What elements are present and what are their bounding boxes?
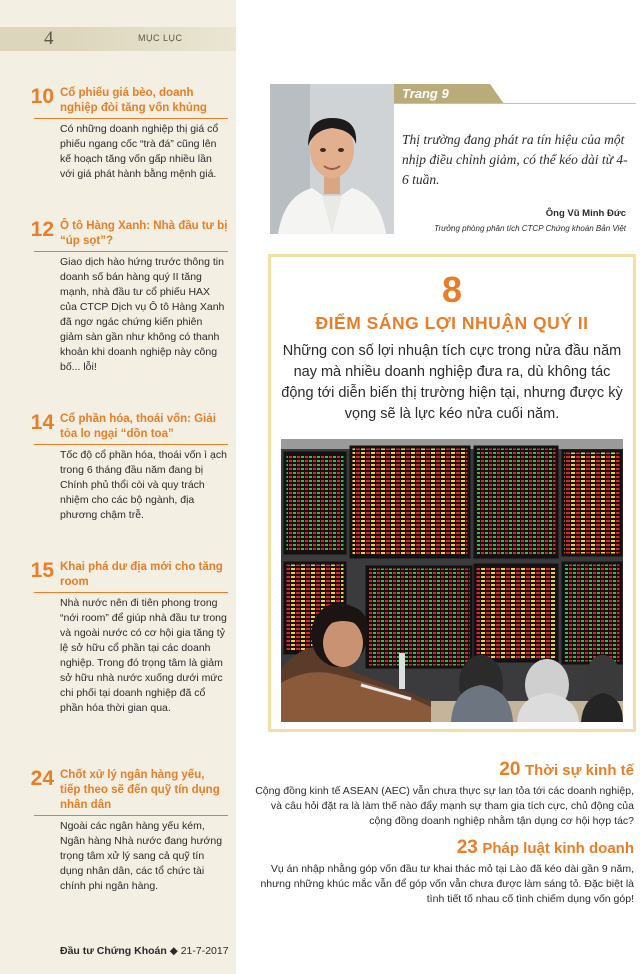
- toc-item[interactable]: [30, 85, 228, 182]
- toc-title[interactable]: Cổ phần hóa, thoái vốn: Giải tỏa lo ngại “dồn toa”: [34, 412, 228, 445]
- toc-title[interactable]: Ô tô Hàng Xanh: Nhà đầu tư bị “úp sọt”?: [34, 219, 228, 252]
- toc-item[interactable]: [30, 559, 228, 716]
- toc-item[interactable]: [30, 767, 228, 894]
- page-number-tab: [0, 27, 68, 51]
- issue-date: 21-7-2017: [180, 945, 229, 957]
- page-header-bar: [0, 27, 236, 51]
- toc-description: Tốc độ cổ phần hóa, thoái vốn ì ạch trong 6 tháng đầu năm đang bị Chính phủ thổi còi và quy trách nhiệm cho các bộ ngành, địa phương chậm trễ.: [60, 449, 227, 521]
- section-title-bar: [68, 27, 236, 51]
- page-footer: [60, 945, 229, 957]
- toc-item[interactable]: [30, 411, 228, 523]
- section-title: Pháp luật kinh doanh: [482, 840, 634, 857]
- toc-page-number: 24: [30, 767, 54, 790]
- toc-description: Nhà nước nên đi tiên phong trong “nới room” để giúp nhà đầu tư trong và ngoài nước có cơ hội gia tăng tỷ lệ sở hữu cổ phần tại các doanh nghiệp. Trong đó trọng tâm là giảm sở hữu nhà nước xuống dưới mức chi phối tại doanh nghiệp đã cổ phần hóa thời gian qua.: [60, 597, 227, 714]
- publication-name: Đầu tư Chứng Khoán: [60, 945, 167, 957]
- toc-description: Ngoài các ngân hàng yếu kém, Ngân hàng Nhà nước đang hướng trọng tâm xử lý sang cả quỹ tín dụng nhân dân, các tổ chức tài chính phi ngân hàng.: [60, 820, 223, 892]
- section-title: Thời sự kinh tế: [524, 762, 634, 779]
- divider: [394, 103, 636, 104]
- section-heading[interactable]: [254, 759, 634, 781]
- stock-exchange-photo: [281, 439, 623, 722]
- page-reference-text: Trang 9: [402, 86, 449, 101]
- page-number: 4: [44, 28, 54, 49]
- toc-page-number: 10: [30, 85, 54, 108]
- quote-author-name: Ông Vũ Minh Đức: [545, 208, 626, 219]
- section-page-number: 20: [499, 759, 521, 780]
- section-item[interactable]: [254, 837, 634, 907]
- feature-title[interactable]: ĐIỂM SÁNG LỢI NHUẬN QUÝ II: [315, 313, 589, 333]
- toc-description: Giao dịch hào hứng trước thông tin doanh số bán hàng quý II tăng mạnh, nhà đầu tư cổ phiếu HAX của CTCP Dịch vụ Ô tô Hàng Xanh đã ngơ ngác chứng kiến phiên giảm sàn gần như không có thanh khoản khi doanh nghiệp này công bố... lỗi!: [60, 256, 225, 373]
- section-title: MỤC LỤC: [138, 33, 183, 43]
- footer-separator-icon: ◆: [169, 945, 178, 957]
- toc-page-number: 12: [30, 218, 54, 241]
- feature-description: Những con số lợi nhuận tích cực trong nửa đầu năm nay mà nhiều doanh nghiệp đưa ra, dù không tác động tới diễn biến thị trường hiện tại, nhưng được kỳ vọng sẽ là lực kéo nửa cuối năm.: [281, 343, 623, 422]
- toc-item[interactable]: [30, 218, 228, 375]
- section-item[interactable]: [254, 759, 634, 829]
- page-reference-label: [394, 84, 504, 104]
- feature-box[interactable]: [268, 254, 636, 732]
- toc-title[interactable]: Khai phá dư địa mới cho tăng room: [34, 560, 228, 593]
- toc-page-number: 15: [30, 559, 54, 582]
- toc-title[interactable]: Cổ phiếu giá bèo, doanh nghiệp đòi tăng vốn khủng: [34, 86, 228, 119]
- section-heading[interactable]: [254, 837, 634, 859]
- section-body: Vụ án nhập nhằng góp vốn đầu tư khai thác mỏ tại Lào đã kéo dài gần 9 năm, nhưng những khúc mắc vẫn để góp vốn vẫn chưa được làm sáng tỏ. Đặc biệt là tình tiết tố nhau cố tình chiếm dụng vốn góp!: [260, 863, 634, 905]
- toc-title[interactable]: Chốt xử lý ngân hàng yếu, tiếp theo sẽ đến quỹ tín dụng nhân dân: [34, 768, 228, 816]
- pull-quote: Thị trường đang phát ra tín hiệu của một nhịp điều chỉnh giảm, có thể kéo dài từ 4-6 tuần.: [402, 132, 628, 187]
- portrait-photo: [270, 84, 394, 234]
- section-page-number: 23: [456, 837, 478, 858]
- section-body: Cộng đồng kinh tế ASEAN (AEC) vẫn chưa thực sự lan tỏa tới các doanh nghiệp, và câu hỏi đặt ra là làm thế nào đẩy mạnh sự tham gia tích cực, chủ động của cộng đồng doanh nghiệp nhằm tận dụng cơ hội hợp tác?: [255, 785, 634, 827]
- toc-page-number: 14: [30, 411, 54, 434]
- toc-description: Có những doanh nghiệp thị giá cổ phiếu ngang cốc “trà đá” cũng lên kế hoạch tăng vốn gấp nhiều lần với giá phát hành bằng mệnh giá.: [60, 123, 219, 180]
- feature-page-number: 8: [441, 269, 463, 310]
- quote-author-role: Trưởng phòng phân tích CTCP Chứng khoán Bản Việt: [434, 224, 626, 233]
